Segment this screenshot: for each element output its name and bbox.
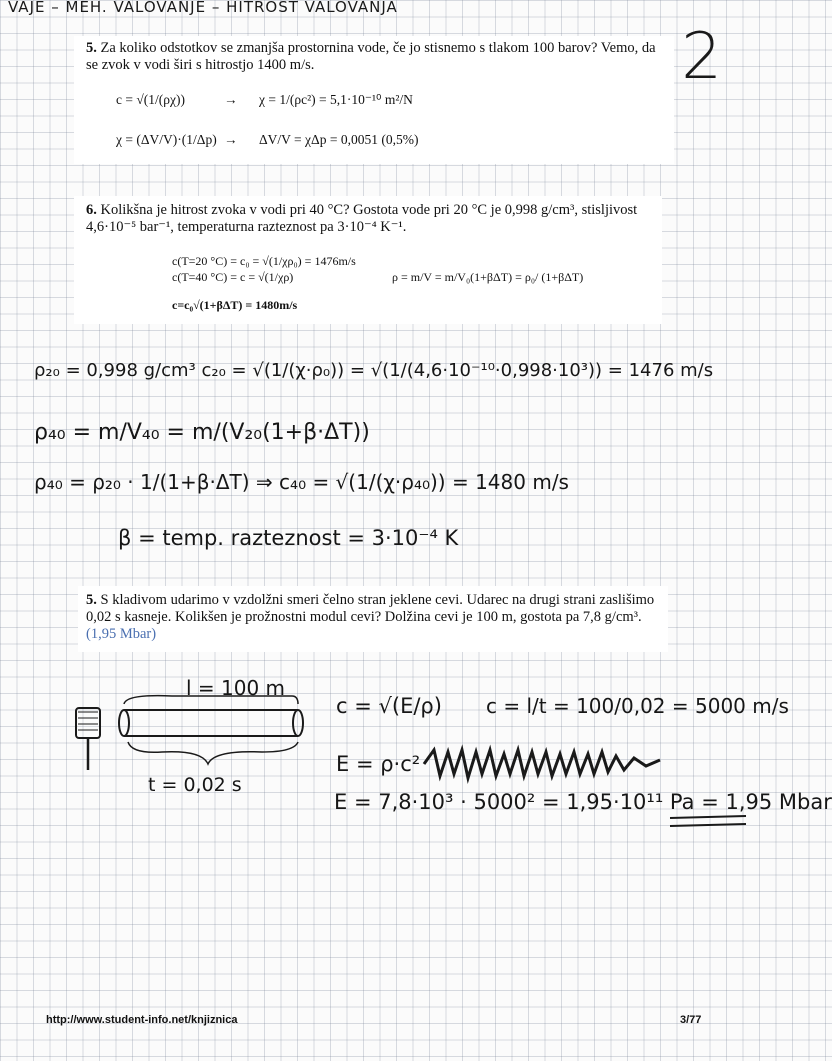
time-brace: [128, 742, 298, 764]
problem-1-eq2-left: χ = (ΔV/V)·(1/Δp): [116, 132, 217, 147]
problem-1-eq2-right: ΔV/V = χΔp = 0,0051 (0,5%): [259, 132, 419, 147]
problem-2-number: 6.: [86, 202, 97, 218]
handwritten-line-3: ρ₄₀ = ρ₂₀ · 1/(1+β·ΔT) ⇒ c₄₀ = √(1/(χ·ρ₄₀)) = 1480 m/s: [34, 470, 569, 494]
problem-1-arrow-2: →: [224, 132, 238, 147]
time-label: t = 0,02 s: [148, 774, 242, 796]
crossed-out-scribble: [420, 744, 670, 784]
problem-2-eq4: c=c₀√(1+βΔT) = 1480m/s: [172, 298, 298, 312]
problem-3-card: [78, 586, 668, 652]
problem-1-number: 5.: [86, 40, 97, 56]
scribble-strokes: [424, 750, 660, 778]
problem-1-eq1-left: c = √(1/(ρχ)): [116, 92, 185, 107]
modulus-result: E = 7,8·10³ · 5000² = 1,95·10¹¹ Pa = 1,95 Mbar: [334, 790, 832, 814]
page-header: VAJE – MEH. VALOVANJE – HITROST VALOVANJA: [8, 0, 398, 16]
footer-page-number: 3/77: [680, 1014, 702, 1026]
problem-2-eq1: c(T=20 °C) = c₀ = √(1/χρ₀) = 1476m/s: [172, 254, 356, 268]
pipe-right-end: [293, 710, 303, 736]
handwritten-line-4: β = temp. razteznost = 3·10⁻⁴ K: [118, 526, 459, 550]
footer-url: http://www.student-info.net/knjiznica: [46, 1014, 238, 1026]
handwritten-line-1: ρ₂₀ = 0,998 g/cm³ c₂₀ = √(1/(χ·ρ₀)) = √(1/(4,6·10⁻¹⁰·0,998·10³)) = 1476 m/s: [34, 360, 714, 381]
wave-speed-computation: c = l/t = 100/0,02 = 5000 m/s: [486, 694, 789, 718]
problem-1-arrow-1: →: [224, 92, 238, 107]
handwritten-line-2: ρ₄₀ = m/V₄₀ = m/(V₂₀(1+β·ΔT)): [34, 420, 370, 445]
page-mark: 2: [681, 20, 722, 94]
problem-2-eq2: c(T=40 °C) = c = √(1/χρ): [172, 270, 294, 284]
problem-2-card: [74, 196, 662, 324]
length-label: l = 100 m: [186, 676, 286, 700]
problem-1-eq1-right: χ = 1/(ρc²) = 5,1·10⁻¹⁰ m²/N: [259, 92, 413, 107]
problem-3-number: 5.: [86, 592, 97, 608]
problem-1-card: [74, 36, 674, 164]
problem-3-text: S kladivom udarimo v vzdolžni smeri čelno stran jeklene cevi. Udarec na drugi strani zaslišimo 0,02 s kasneje. Kolikšen je prožnostni modul cevi? Dolžina cevi je 100 m, gostota pa 7,8 g/cm³.: [86, 592, 655, 625]
underline-1: [670, 816, 746, 818]
pipe-left-end: [119, 710, 129, 736]
result-underline: [668, 812, 748, 832]
problem-2-text: Kolikšna je hitrost zvoka v vodi pri 40 °C? Gostota vode pri 20 °C je 0,998 g/cm³, stisljivost 4,6·10⁻⁵ bar⁻¹, temperaturna razteznost pa 3·10⁻⁴ K⁻¹.: [86, 202, 638, 235]
problem-3-answer: (1,95 Mbar): [86, 626, 157, 642]
underline-2: [670, 824, 746, 826]
modulus-formula: E = ρ·c²: [336, 752, 421, 776]
wave-speed-formula: c = √(E/ρ): [336, 694, 442, 718]
problem-1-text: Za koliko odstotkov se zmanjša prostornina vode, če jo stisnemo s tlakom 100 barov? Vemo, da se zvok v vodi širi s hitrostjo 1400 m/s.: [86, 40, 656, 73]
problem-2-eq3: ρ = m/V = m/V₀(1+βΔT) = ρ₀/ (1+βΔT): [392, 270, 584, 284]
